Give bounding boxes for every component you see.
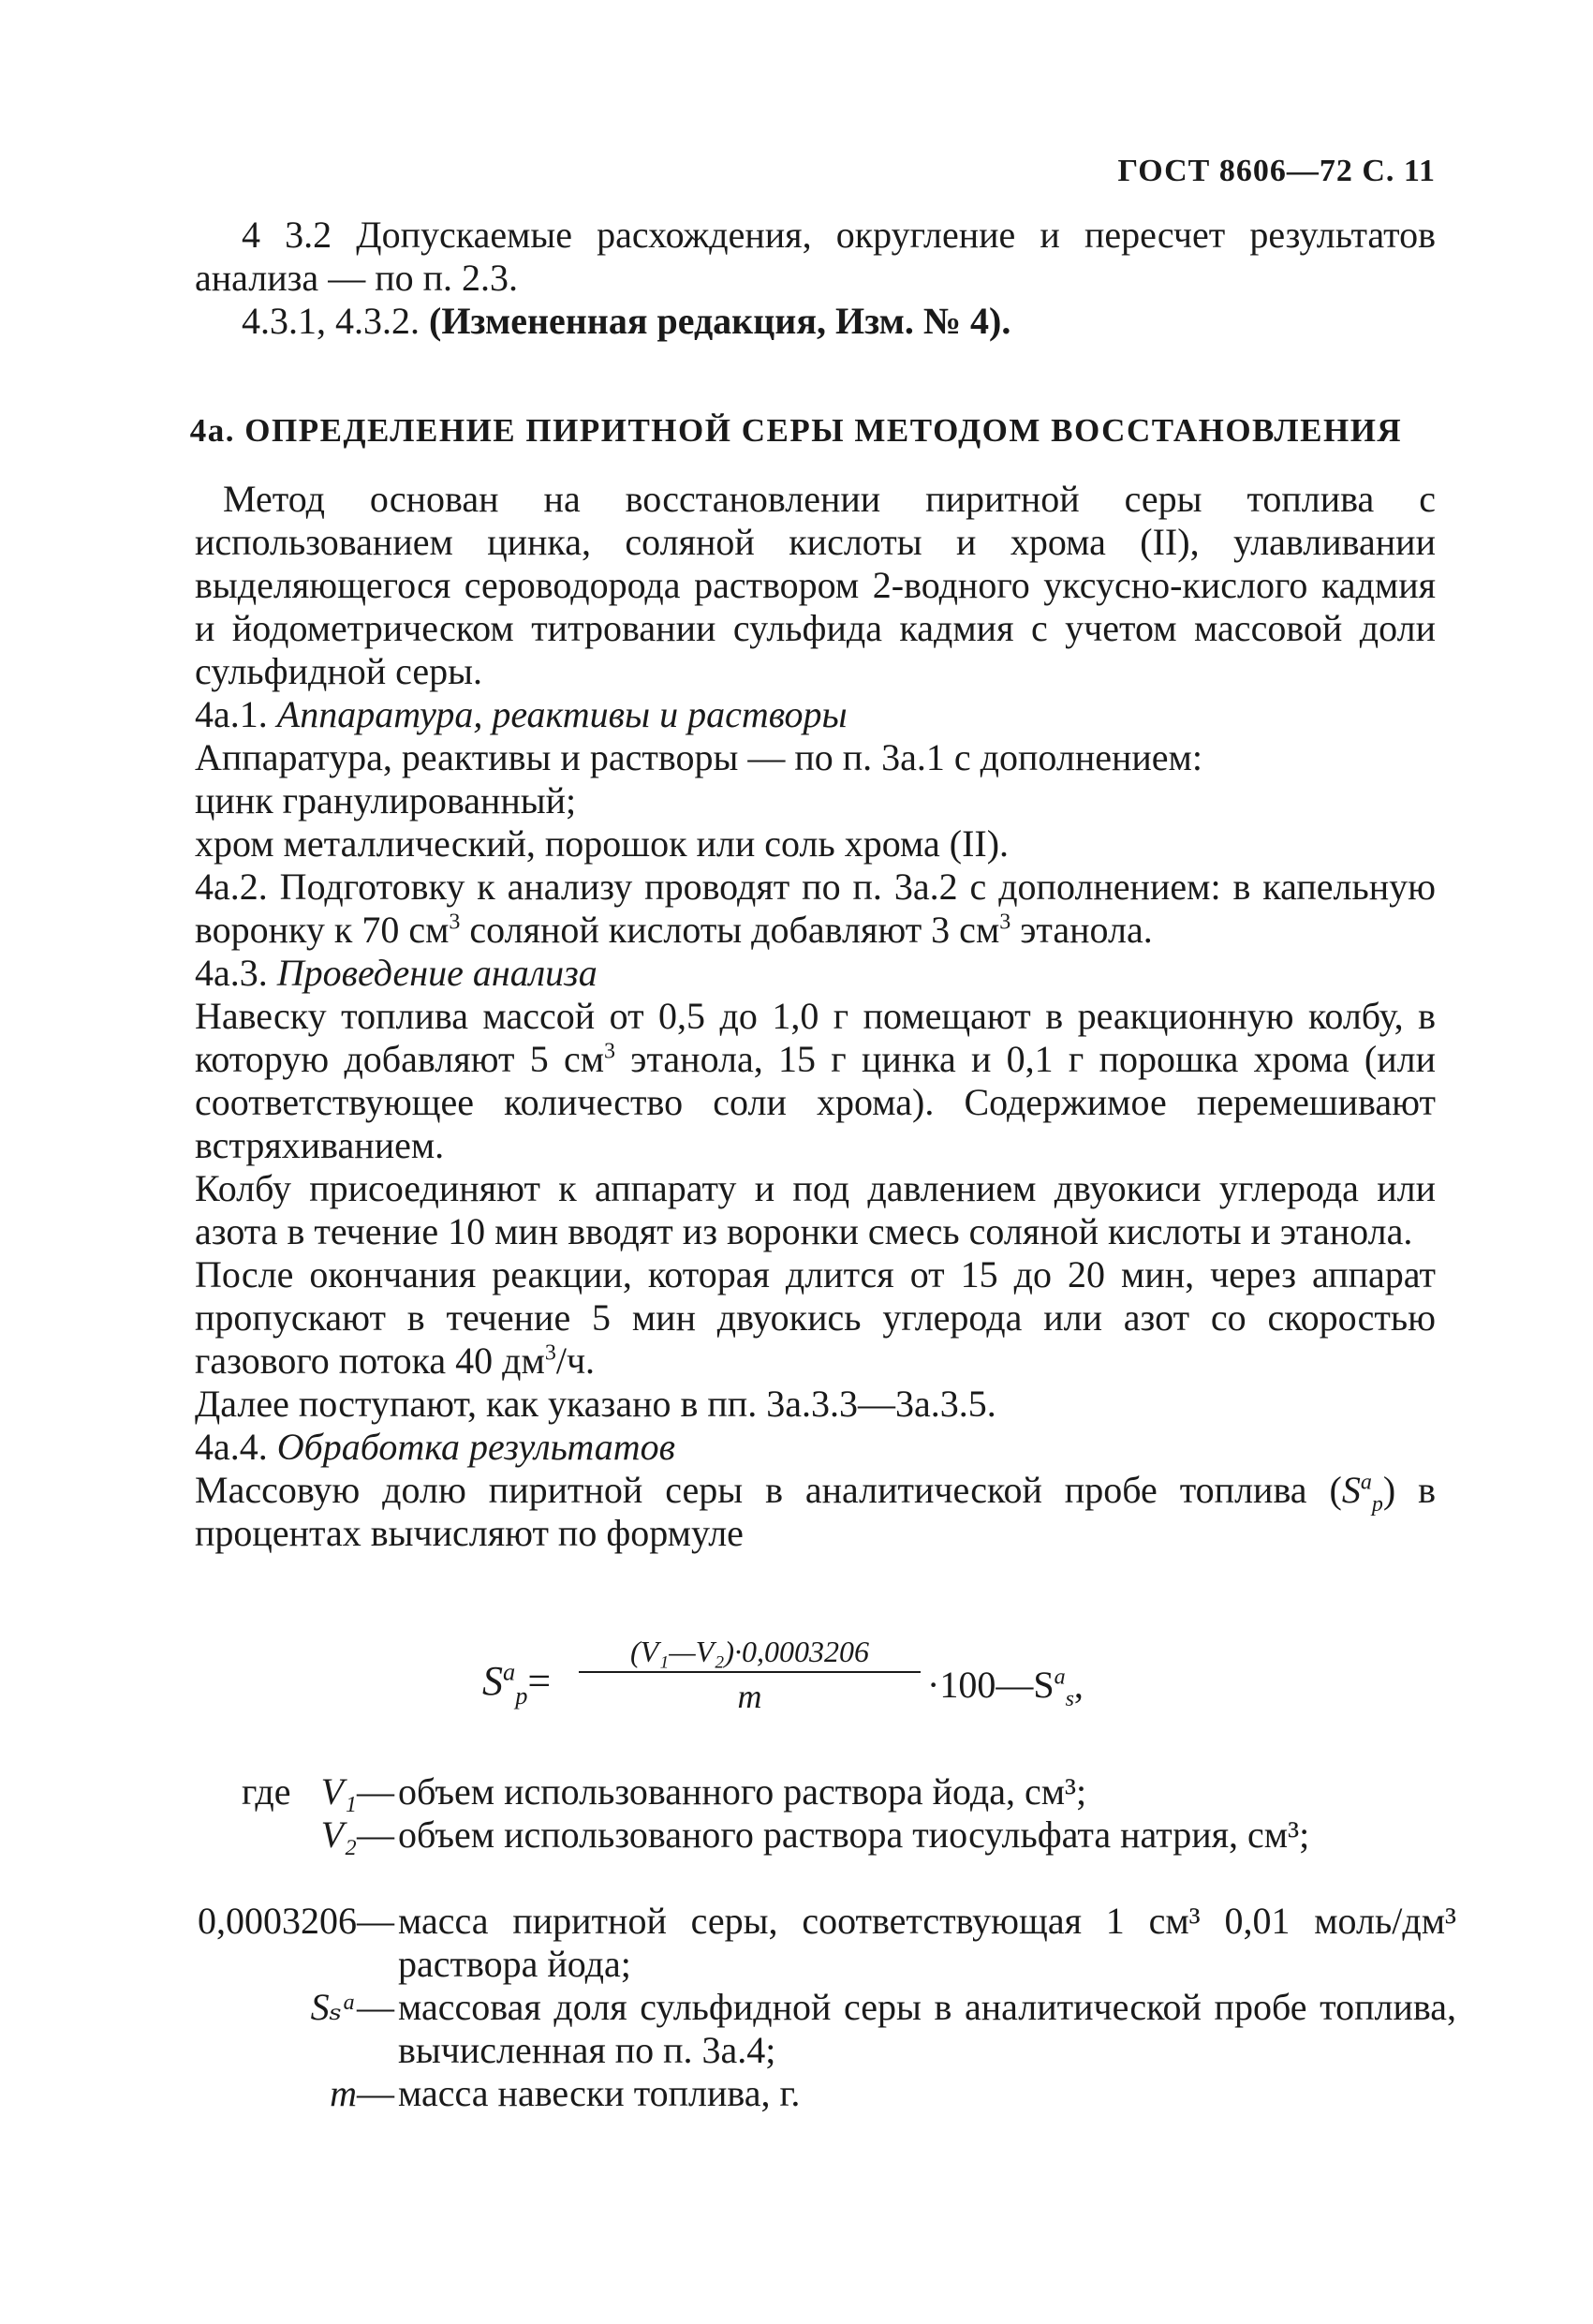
analysis-step-2: Колбу присоединяют к аппарату и под давлением двуокиси углерода или азота в течение 10 мин вводят из воронки смесь соляной кислоты и этанола. [195,1167,1436,1252]
subsection-number: 4а.3. [195,952,277,994]
text-run: этанола. [1010,909,1153,951]
text-run: /ч. [555,1340,596,1382]
analysis-step-4: Далее поступают, как указано в пп. 3а.3.3—3а.3.5. [195,1383,996,1425]
fraction-bar [579,1671,921,1673]
running-header: ГОСТ 8606—72 С. 11 [1117,154,1436,188]
formula-fraction [579,1635,921,1716]
subsection-title: Проведение анализа [276,952,597,994]
definition-text: масса навески топлива, г. [398,2072,801,2114]
method-intro: Метод основан на восстановлении пиритной серы топлива с использованием цинка, соляной кислоты и хрома (II), улавливании выделяющегося сероводорода раствором 2-водного уксусно-кислого кадмия и йодометрическом титровании сульфида кадмия с учетом массовой доли сульфидной серы. [195,478,1436,692]
section-heading: 4а. ОПРЕДЕЛЕНИЕ ПИРИТНОЙ СЕРЫ МЕТОДОМ ВОССТАНОВЛЕНИЯ [189,412,1403,449]
analysis-step-3 [195,1253,1436,1383]
amendment-ref: 4.3.1, 4.3.2. [242,300,429,342]
definition-term: V₁— [320,1770,394,1813]
definition-term: Sₛᵃ— [310,1986,394,2028]
superscript: 3 [999,910,1011,935]
text-run: Массовую долю пиритной серы в аналитической пробе топлива ( [195,1469,1342,1511]
text-run: Навеску топлива массой от 0,5 до 1,0 г помещают в реакционную колбу, в которую добавляют 5 см [195,995,1436,1080]
where-lead: где [242,1770,291,1813]
subsection-title: Обработка результатов [276,1426,675,1468]
definition-term: m— [330,2072,394,2114]
paragraph-amendment [195,300,1436,343]
definition-term: 0,0003206— [198,1900,394,1942]
text-run: 4а.2. Подготовку к анализу проводят по п. 3а.2 с дополнением: в капельную воронку к 70 см [195,866,1436,951]
definition-text: масса пиритной серы, соответствующая 1 см³ 0,01 моль/дм³ раствора йода; [398,1900,1456,1985]
results-text [195,1469,1436,1555]
formula-rhs: $\cdot 100—S^а_s$, [927,1664,1084,1711]
superscript: 3 [449,910,461,935]
definition-text: объем использованого раствора тиосульфата натрия, см³; [398,1813,1310,1856]
paragraph-4-3-2: 4 3.2 Допускаемые расхождения, округление и пересчет результатов анализа — по п. 2.3. [195,214,1436,299]
analysis-step-1 [195,995,1436,1167]
chromium-item: хром металлический, порошок или соль хрома (II). [195,822,1010,865]
formula-denominator: m [737,1678,762,1715]
formula-lhs: $S^а_р=$ [482,1657,552,1710]
apparatus-text: Аппаратура, реактивы и растворы — по п. 3а.1 с дополнением: [195,736,1202,778]
zinc-item: цинк гранулированный; [195,779,577,822]
definition-text: массовая доля сульфидной серы в аналитической пробе топлива, вычисленная по п. 3а.4; [398,1986,1456,2071]
subsection-number: 4а.1. [195,693,277,735]
subsection-4a3-heading [195,952,1436,995]
definition-text: объем использованного раствора йода, см³; [398,1770,1087,1813]
section-body [195,478,1436,1555]
subsection-4a4-heading [195,1426,1436,1469]
text-run: соляной кислоты добавляют 3 см [460,909,1000,951]
subsection-title: Аппаратура, реактивы и растворы [276,693,848,735]
text-run: ) в процентах вычисляют по формуле [195,1469,1436,1554]
superscript: 3 [544,1340,556,1366]
superscript: 3 [604,1039,616,1064]
paragraph-4a2 [195,866,1436,952]
top-block [195,214,1436,343]
formula [0,1635,1593,1738]
subsection-4a1-heading [195,693,1436,736]
definition-term: V₂— [320,1813,394,1856]
formula-numerator: (V₁—V₂)·0,0003206 [629,1635,870,1668]
amendment-note: (Измененная редакция, Изм. № 4). [429,300,1011,342]
text-run: После окончания реакции, которая длится от 15 до 20 мин, через аппарат пропускают в течение 5 мин двуокись углерода или азот со скоростью газового потока 40 дм [195,1253,1436,1382]
symbol-sp: $S^а_р$ [1341,1469,1383,1517]
text-run: этанола, 15 г цинка и 0,1 г порошка хрома (или соответствующее количество соли хрома). Содержимое перемешивают встряхиванием. [195,1038,1436,1166]
subsection-number: 4а.4. [195,1426,277,1468]
